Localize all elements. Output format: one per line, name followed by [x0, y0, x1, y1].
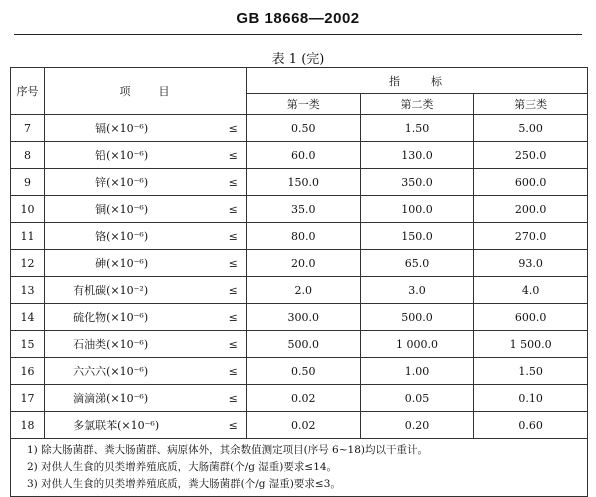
table-row	[11, 277, 588, 304]
row-cat2-value: 0.05	[360, 385, 474, 412]
row-limit-symbol: ≤	[220, 277, 246, 304]
row-no: 14	[11, 304, 45, 331]
row-item: 铜(×10⁻⁶)	[45, 196, 221, 223]
row-cat3-value: 250.0	[474, 142, 588, 169]
standard-code: GB 18668—2002	[236, 10, 360, 27]
footnote-2: 2) 对供人生食的贝类增养殖底质，大肠菌群(个/g 湿重)要求≤14。	[27, 461, 338, 473]
col-header-cat1: 第一类	[246, 94, 360, 115]
row-cat3-value: 5.00	[474, 115, 588, 142]
footnote-1: 1) 除大肠菌群、粪大肠菌群、病原体外，其余数值测定项目(序号 6~18)均以干重计。	[27, 444, 428, 456]
table-row	[11, 331, 588, 358]
row-cat3-value: 1.50	[474, 358, 588, 385]
row-cat3-value: 600.0	[474, 304, 588, 331]
row-cat2-value: 1.00	[360, 358, 474, 385]
row-cat2-value: 0.20	[360, 412, 474, 439]
row-limit-symbol: ≤	[220, 358, 246, 385]
row-no: 16	[11, 358, 45, 385]
row-limit-symbol: ≤	[220, 304, 246, 331]
page-header	[0, 0, 596, 44]
row-cat3-value: 600.0	[474, 169, 588, 196]
row-item: 六六六(×10⁻⁶)	[45, 358, 221, 385]
table-row	[11, 115, 588, 142]
row-no: 17	[11, 385, 45, 412]
row-limit-symbol: ≤	[220, 142, 246, 169]
col-header-cat3: 第三类	[474, 94, 588, 115]
row-item: 镉(×10⁻⁶)	[45, 115, 221, 142]
table-row	[11, 385, 588, 412]
row-limit-symbol: ≤	[220, 385, 246, 412]
row-cat1-value: 0.50	[246, 115, 360, 142]
row-cat3-value: 4.0	[474, 277, 588, 304]
row-cat3-value: 0.10	[474, 385, 588, 412]
footnote-3: 3) 对供人生食的贝类增养殖底质，粪大肠菌群(个/g 湿重)要求≤3。	[27, 478, 341, 490]
row-no: 9	[11, 169, 45, 196]
table-row	[11, 412, 588, 439]
row-limit-symbol: ≤	[220, 331, 246, 358]
row-no: 18	[11, 412, 45, 439]
col-header-index: 指 标	[246, 68, 587, 94]
row-cat2-value: 350.0	[360, 169, 474, 196]
standards-table	[10, 67, 588, 497]
row-cat1-value: 2.0	[246, 277, 360, 304]
table-row	[11, 250, 588, 277]
footnotes	[11, 439, 588, 497]
header-rule	[14, 34, 582, 35]
row-cat1-value: 0.02	[246, 385, 360, 412]
row-cat1-value: 35.0	[246, 196, 360, 223]
row-cat2-value: 1.50	[360, 115, 474, 142]
table-row	[11, 358, 588, 385]
row-cat2-value: 130.0	[360, 142, 474, 169]
row-item: 多氯联苯(×10⁻⁶)	[45, 412, 221, 439]
row-cat2-value: 150.0	[360, 223, 474, 250]
row-limit-symbol: ≤	[220, 196, 246, 223]
row-item: 锌(×10⁻⁶)	[45, 169, 221, 196]
row-no: 12	[11, 250, 45, 277]
table-body	[11, 115, 588, 439]
col-header-item: 项 目	[45, 68, 247, 115]
row-cat1-value: 0.02	[246, 412, 360, 439]
row-limit-symbol: ≤	[220, 412, 246, 439]
col-header-cat2: 第二类	[360, 94, 474, 115]
row-cat1-value: 80.0	[246, 223, 360, 250]
row-cat2-value: 100.0	[360, 196, 474, 223]
table-title: 表 1 (完)	[271, 52, 325, 67]
row-cat3-value: 200.0	[474, 196, 588, 223]
row-limit-symbol: ≤	[220, 223, 246, 250]
table-row	[11, 169, 588, 196]
row-item: 砷(×10⁻⁶)	[45, 250, 221, 277]
row-limit-symbol: ≤	[220, 169, 246, 196]
col-header-no: 序号	[11, 68, 45, 115]
row-cat1-value: 150.0	[246, 169, 360, 196]
table-row	[11, 196, 588, 223]
row-cat1-value: 500.0	[246, 331, 360, 358]
row-cat3-value: 1 500.0	[474, 331, 588, 358]
row-item: 铅(×10⁻⁶)	[45, 142, 221, 169]
row-no: 15	[11, 331, 45, 358]
row-cat3-value: 93.0	[474, 250, 588, 277]
row-item: 石油类(×10⁻⁶)	[45, 331, 221, 358]
row-no: 8	[11, 142, 45, 169]
row-cat3-value: 270.0	[474, 223, 588, 250]
row-limit-symbol: ≤	[220, 250, 246, 277]
row-cat1-value: 0.50	[246, 358, 360, 385]
row-item: 滴滴涕(×10⁻⁶)	[45, 385, 221, 412]
row-item: 有机碳(×10⁻²)	[45, 277, 221, 304]
row-limit-symbol: ≤	[220, 115, 246, 142]
table-header-row	[11, 68, 588, 94]
row-no: 7	[11, 115, 45, 142]
table-row	[11, 142, 588, 169]
row-no: 10	[11, 196, 45, 223]
row-cat2-value: 500.0	[360, 304, 474, 331]
row-no: 11	[11, 223, 45, 250]
row-cat1-value: 60.0	[246, 142, 360, 169]
row-cat1-value: 300.0	[246, 304, 360, 331]
row-no: 13	[11, 277, 45, 304]
footnote-row	[11, 439, 588, 497]
table-row	[11, 304, 588, 331]
row-cat1-value: 20.0	[246, 250, 360, 277]
row-cat3-value: 0.60	[474, 412, 588, 439]
row-cat2-value: 3.0	[360, 277, 474, 304]
row-item: 硫化物(×10⁻⁶)	[45, 304, 221, 331]
row-cat2-value: 65.0	[360, 250, 474, 277]
table-row	[11, 223, 588, 250]
row-item: 铬(×10⁻⁶)	[45, 223, 221, 250]
row-cat2-value: 1 000.0	[360, 331, 474, 358]
